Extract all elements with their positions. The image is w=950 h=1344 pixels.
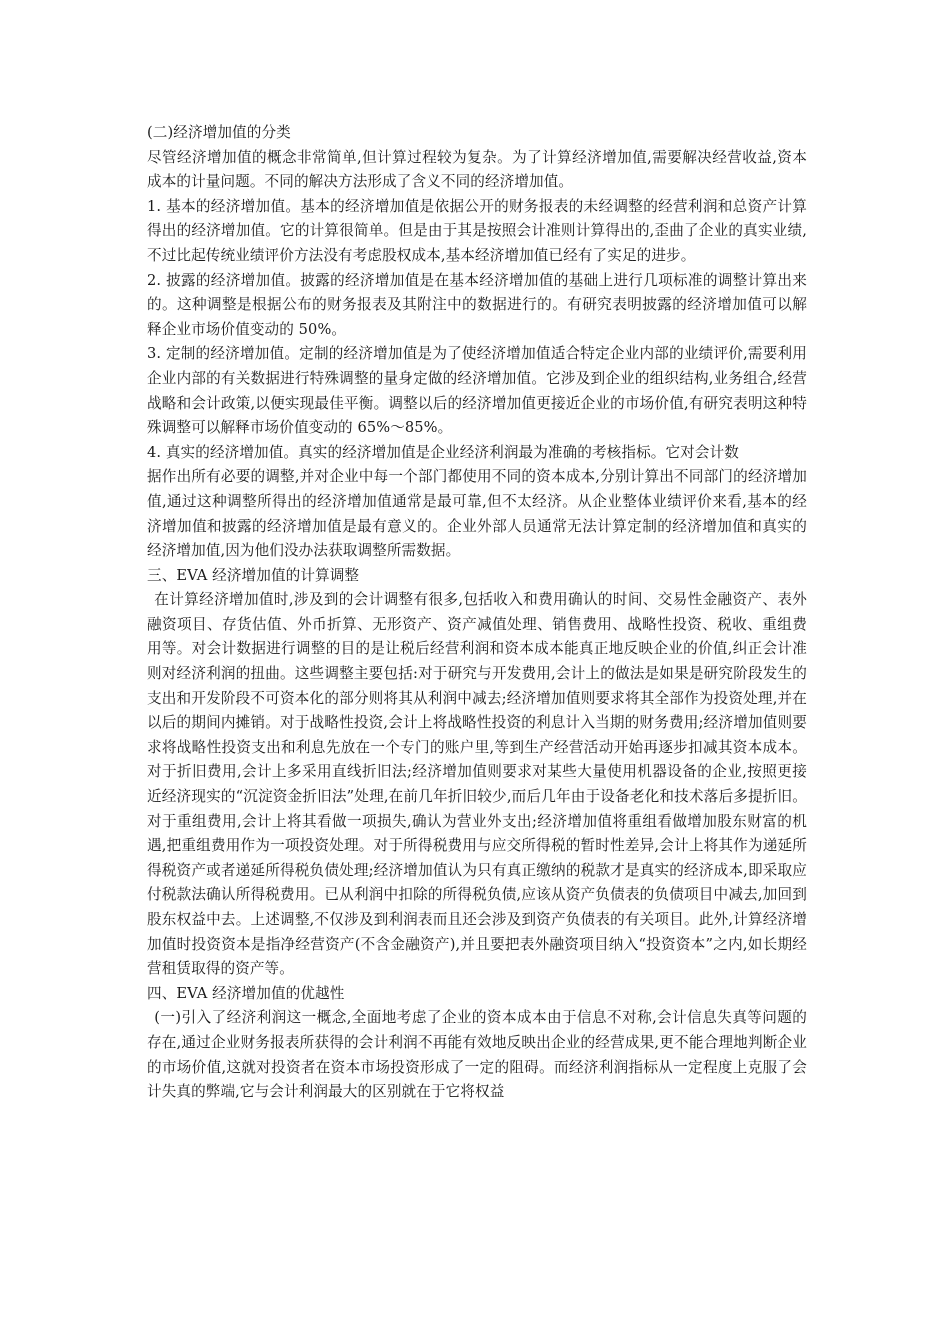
paragraph-customized-eva: 3. 定制的经济增加值。定制的经济增加值是为了使经济增加值适合特定企业内部的业绩评价,需要利用企业内部的有关数据进行特殊调整的量身定做的经济增加值。它涉及到企业的组织结构,业务组合,经营战略和会计政策,以便实现最佳平衡。调整以后的经济增加值更接近企业的市场价值,有研究表明这种特殊调整可以解释市场价值变动的 65%～85%。 bbox=[147, 345, 807, 437]
paragraph-adjustments: 在计算经济增加值时,涉及到的会计调整有很多,包括收入和费用确认的时间、交易性金融资产、表外融资项目、存货估值、外币折算、无形资产、资产减值处理、销售费用、战略性投资、税收、重组费用等。对会计数据进行调整的目的是让税后经营利润和资本成本能真正地反映企业的价值,纠正会计准则对经济利润的扭曲。这些调整主要包括:对于研究与开发费用,会计上的做法是如果是研究阶段发生的支出和开发阶段不可资本化的部分则将其从利润中减去;经济增加值则要求将其全部作为投资处理,并在以后的期间内摊销。对于战略性投资,会计上将战略性投资的利息计入当期的财务费用;经济增加值则要求将战略性投资支出和利息先放在一个专门的账户里,等到生产经营活动开始再逐步扣减其资本成本。对于折旧费用,会计上多采用直线折旧法;经济增加值则要求对某些大量使用机器设备的企业,按照更接近经济现实的“沉淀资金折旧法”处理,在前几年折旧较少,而后几年由于设备老化和技术落后多提折旧。对于重组费用,会计上将其看做一项损失,确认为营业外支出;经济增加值将重组看做增加股东财富的机遇,把重组费用作为一项投资处理。对于所得税费用与应交所得税的暂时性差异,会计上将其作为递延所得税资产或者递延所得税负债处理;经济增加值认为只有真正缴纳的税款才是真实的经济成本,即采取应付税款法确认所得税费用。已从利润中扣除的所得税负债,应该从资产负债表的负债项目中减去,加回到股东权益中去。上述调整,不仅涉及到利润表而且还会涉及到资产负债表的有关项目。此外,计算经济增加值时投资资本是指净经营资产(不含金融资产),并且要把表外融资项目纳入“投资资本”之内,如长期经营租赁取得的资产等。 bbox=[147, 591, 807, 978]
document-body bbox=[147, 121, 807, 1105]
paragraph-true-eva: 4. 真实的经济增加值。真实的经济增加值是企业经济利润最为准确的考核指标。它对会计数 bbox=[147, 443, 739, 461]
section-heading-classification: (二)经济增加值的分类 bbox=[147, 124, 291, 141]
paragraph-economic-profit: (一)引入了经济利润这一概念,全面地考虑了企业的资本成本由于信息不对称,会计信息失真等问题的存在,通过企业财务报表所获得的会计利润不再能有效地反映出企业的经营成果,更不能合理地判断企业的市场价值,这就对投资者在资本市场投资形成了一定的阻碍。而经济利润指标从一定程度上克服了会计失真的弊端,它与会计利润最大的区别就在于它将权益 bbox=[147, 1009, 807, 1101]
section-heading-advantages: 四、EVA 经济增加值的优越性 bbox=[147, 984, 345, 1002]
section-heading-adjustments: 三、EVA 经济增加值的计算调整 bbox=[147, 566, 360, 584]
paragraph-true-eva-continued: 据作出所有必要的调整,并对企业中每一个部门都使用不同的资本成本,分别计算出不同部门的经济增加值,通过这种调整所得出的经济增加值通常是最可靠,但不太经济。从企业整体业绩评价来看,基本的经济增加值和披露的经济增加值是最有意义的。企业外部人员通常无法计算定制的经济增加值和真实的经济增加值,因为他们没办法获取调整所需数据。 bbox=[147, 468, 807, 560]
paragraph-basic-eva: 1. 基本的经济增加值。基本的经济增加值是依据公开的财务报表的未经调整的经营利润和总资产计算得出的经济增加值。它的计算很简单。但是由于其是按照会计准则计算得出的,歪曲了企业的真实业绩,不过比起传统业绩评价方法没有考虑股权成本,基本经济增加值已经有了实足的进步。 bbox=[147, 197, 807, 264]
paragraph-intro: 尽管经济增加值的概念非常简单,但计算过程较为复杂。为了计算经济增加值,需要解决经营收益,资本成本的计量问题。不同的解决方法形成了含义不同的经济增加值。 bbox=[147, 148, 807, 191]
paragraph-disclosed-eva: 2. 披露的经济增加值。披露的经济增加值是在基本经济增加值的基础上进行几项标准的调整计算出来的。这种调整是根据公布的财务报表及其附注中的数据进行的。有研究表明披露的经济增加值可以解释企业市场价值变动的 50%。 bbox=[147, 271, 807, 338]
